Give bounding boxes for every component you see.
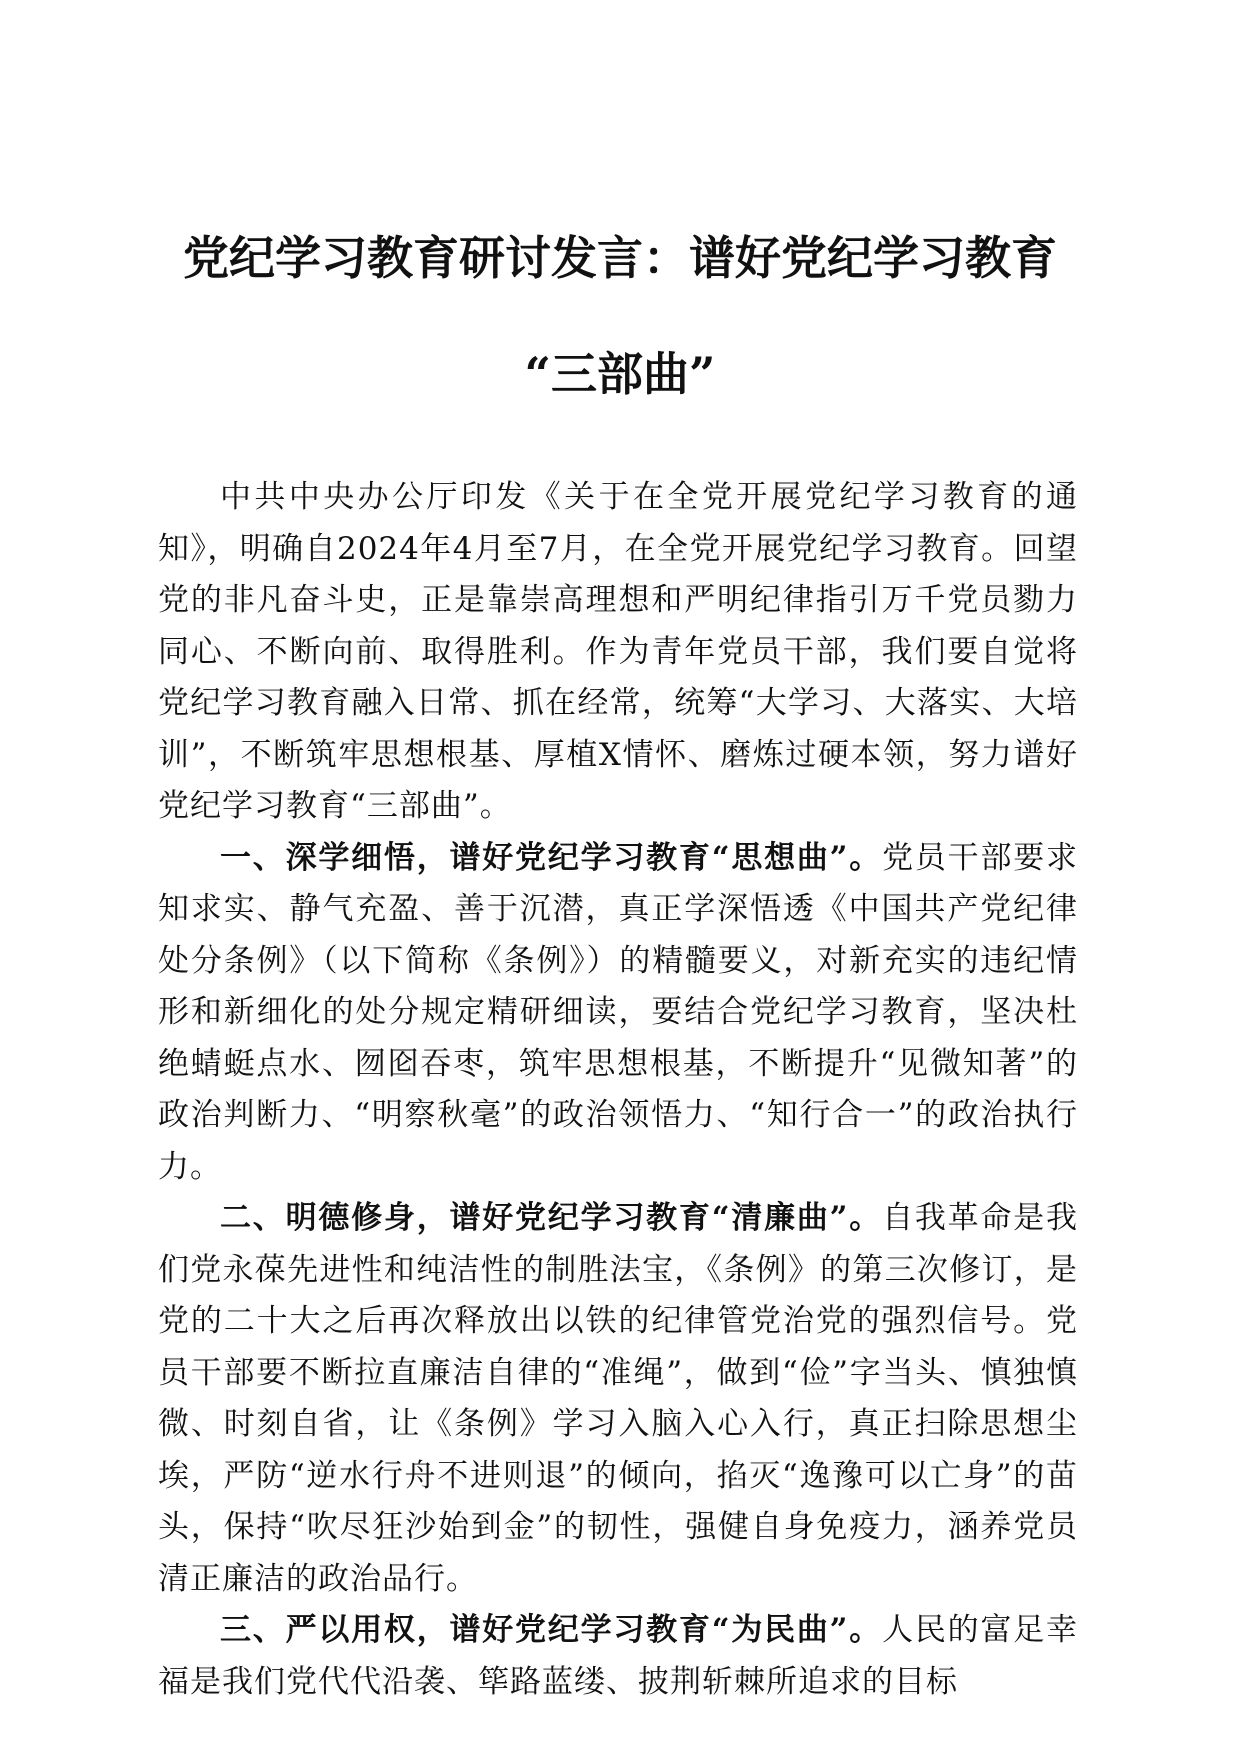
document-title-line-1: 党纪学习教育研讨发言：谱好党纪学习教育: [183, 231, 1057, 285]
paragraph-section-3: [158, 1605, 1078, 1708]
paragraph-text: 中共中央办公厅印发《关于在全党开展党纪学习教育的通知》，明确自2024年4月至7月，在全党开展党纪学习教育。回望党的非凡奋斗史，正是靠崇高理想和严明纪律指引万千党员勠力同心、不断向前、取得胜利。作为青年党员干部，我们要自觉将党纪学习教育融入日常、抓在经常，统筹“大学习、大落实、大培训”，不断筑牢思想根基、厚植X情怀、磨炼过硬本领，努力谱好党纪学习教育“三部曲”。: [158, 479, 1078, 824]
document-body: [158, 472, 1078, 1708]
paragraph-section-2: [158, 1193, 1078, 1605]
section-heading: 二、明德修身，谱好党纪学习教育“清廉曲”。: [220, 1200, 883, 1236]
paragraph-text: 党员干部要求知求实、静气充盈、善于沉潜，真正学深悟透《中国共产党纪律处分条例》（以下简称《条例》）的精髓要义，对新充实的违纪情形和新细化的处分规定精研细读，要结合党纪学习教育，坚决杜绝蜻蜓点水、囫囵吞枣，筑牢思想根基，不断提升“见微知著”的政治判断力、“明察秋毫”的政治领悟力、“知行合一”的政治执行力。: [158, 839, 1079, 1185]
paragraph-intro: [158, 472, 1078, 833]
document-title-line-2: “三部曲”: [524, 347, 716, 401]
paragraph-text: 自我革命是我们党永葆先进性和纯洁性的制胜法宝，《条例》的第三次修订，是党的二十大之后再次释放出以铁的纪律管党治党的强烈信号。党员干部要不断拉直廉洁自律的“准绳”，做到“俭”字当头、慎独慎微、时刻自省，让《条例》学习入脑入心入行，真正扫除思想尘埃，严防“逆水行舟不进则退”的倾向，掐灭“逸豫可以亡身”的苗头，保持“吹尽狂沙始到金”的韧性，强健自身免疫力，涵养党员清正廉洁的政治品行。: [158, 1200, 1079, 1597]
paragraph-section-1: [158, 833, 1078, 1194]
section-heading: 三、严以用权，谱好党纪学习教育“为民曲”。: [220, 1612, 883, 1648]
paragraph-text: 人民的富足幸福是我们党代代沿袭、筚路蓝缕、披荆斩棘所追求的目标: [158, 1612, 1079, 1700]
section-heading: 一、深学细悟，谱好党纪学习教育“思想曲”。: [220, 839, 883, 876]
